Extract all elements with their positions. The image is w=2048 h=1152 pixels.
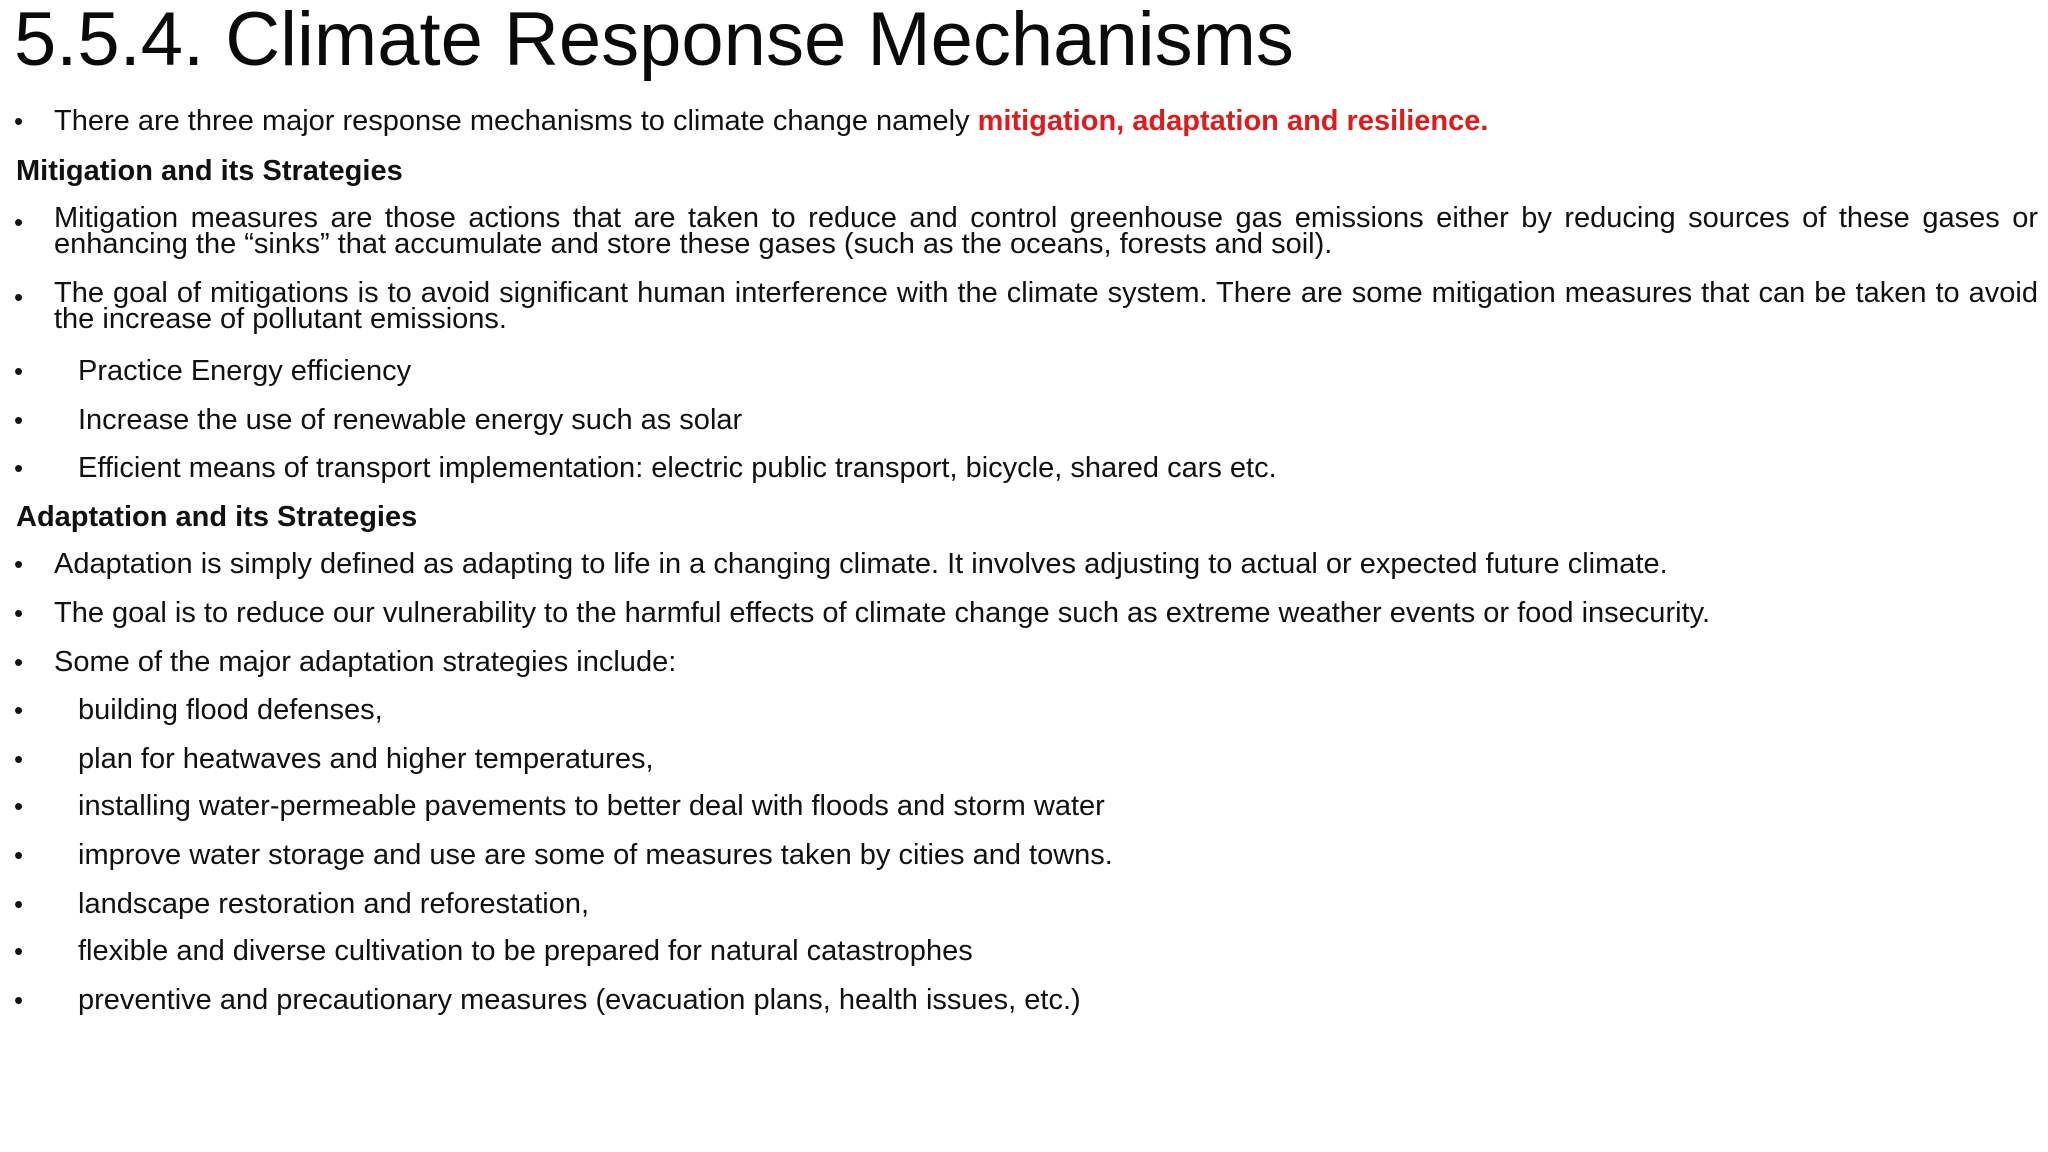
adaptation-paragraph-3-text: Some of the major adaptation strategies include: [54, 646, 677, 678]
list-item-text: preventive and precautionary measures (evacuation plans, health issues, etc.) [78, 984, 1081, 1016]
list-item-text: landscape restoration and reforestation, [78, 888, 590, 920]
bullet-icon: • [14, 207, 24, 237]
bullet-icon: • [14, 840, 24, 870]
bullet-icon: • [14, 356, 24, 386]
adaptation-paragraph-2-text: The goal is to reduce our vulnerability to the harmful effects of climate change such as extreme weather events or food insecurity. [54, 597, 1711, 629]
bullet-icon: • [14, 695, 24, 725]
list-item-text: building flood defenses, [78, 694, 383, 726]
list-item-text: improve water storage and use are some of measures taken by cities and towns. [78, 839, 1113, 871]
bullet-icon: • [14, 889, 24, 919]
bullet-icon: • [14, 405, 24, 435]
list-item-text: flexible and diverse cultivation to be prepared for natural catastrophes [78, 935, 973, 967]
list-item-text: plan for heatwaves and higher temperatures, [78, 743, 654, 775]
slide-title: 5.5.4. Climate Response Mechanisms [14, 0, 1294, 82]
intro-plain-text: There are three major response mechanisms to climate change namely [54, 105, 978, 137]
mitigation-paragraph-1-text: Mitigation measures are those actions that are taken to reduce and control greenhouse gas emissions either by reducing sources of these gases or enhancing the “sinks” that accumulate and store these gases (such as the oceans, forests and soil). [54, 202, 2038, 260]
adaptation-heading: Adaptation and its Strategies [16, 501, 418, 533]
bullet-icon: • [14, 744, 24, 774]
bullet-icon: • [14, 985, 24, 1015]
bullet-icon: • [14, 106, 24, 136]
intro-text [54, 104, 1488, 138]
bullet-icon: • [14, 791, 24, 821]
bullet-icon: • [14, 549, 24, 579]
bullet-icon: • [14, 282, 24, 312]
bullet-icon: • [14, 598, 24, 628]
intro-highlight-text: mitigation, adaptation and resilience. [977, 105, 1489, 137]
list-item-text: Increase the use of renewable energy such as solar [78, 404, 743, 436]
bullet-icon: • [14, 647, 24, 677]
bullet-icon: • [14, 936, 24, 966]
list-item-text: Efficient means of transport implementation: electric public transport, bicycle, shared cars etc. [78, 452, 1277, 484]
mitigation-heading: Mitigation and its Strategies [16, 155, 403, 187]
bullet-icon: • [14, 453, 24, 483]
list-item-text: installing water-permeable pavements to better deal with floods and storm water [78, 790, 1105, 822]
mitigation-paragraph-2-text: The goal of mitigations is to avoid significant human interference with the climate system. There are some mitigation measures that can be taken to avoid the increase of pollutant emissions. [54, 277, 2038, 335]
list-item-text: Practice Energy efficiency [78, 355, 412, 387]
adaptation-paragraph-1-text: Adaptation is simply defined as adapting to life in a changing climate. It involves adjusting to actual or expected future climate. [54, 548, 1668, 580]
